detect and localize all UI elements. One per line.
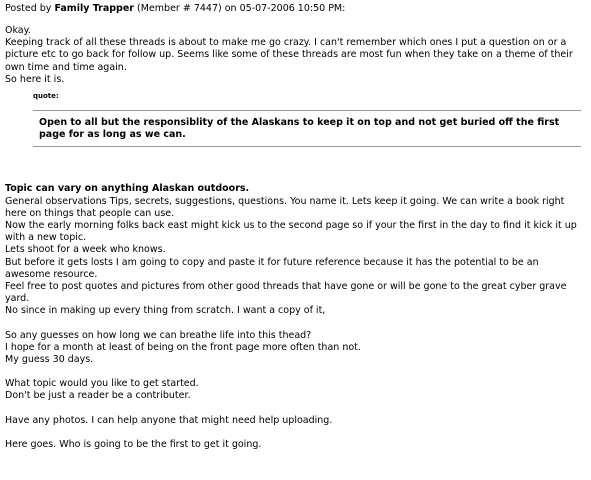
topic-section [5, 183, 585, 317]
spacer [5, 15, 585, 25]
spacer [5, 403, 585, 415]
topic-heading: Topic can vary on anything Alaskan outdoors. [5, 183, 250, 195]
guess-line: My guess 30 days. [5, 354, 94, 366]
topic-line: Feel free to post quotes and pictures from other good threads that have gone or will be gone to the great cyber grave yard. [5, 281, 567, 305]
forum-post [5, 3, 585, 451]
spacer [5, 318, 585, 330]
guess-line: I hope for a month at least of being on the front page more often than not. [5, 341, 361, 353]
intro-text [5, 25, 585, 86]
intro-line: Keeping track of all these threads is about to make me go crazy. I can't remember which ones I put a question on or a picture etc to go back for follow up. Seems like some of these threads are most fun when they take on a theme of their own time and time again. [5, 37, 573, 73]
guess-line: So any guesses on how long we can breathe life into this thead? [5, 329, 312, 341]
topic-line: No since in making up every thing from scratch. I want a copy of it, [5, 305, 326, 317]
quote-label: quote: [33, 92, 59, 101]
photos-line: Have any photos. I can help anyone that might need help uploading. [5, 414, 333, 426]
photos-section [5, 415, 585, 427]
closing-section [5, 439, 585, 451]
author-name: Family Trapper [54, 3, 134, 14]
intro-line: So here it is. [5, 73, 65, 85]
quote-block [33, 92, 581, 147]
start-line: What topic would you like to get started. [5, 378, 199, 390]
spacer [5, 366, 585, 378]
spacer [5, 427, 585, 439]
closing-line: Here goes. Who is going to be the first to get it going. [5, 438, 262, 450]
post-header [5, 3, 585, 15]
topic-line: Now the early morning folks back east might kick us to the second page so if your the first in the day to find it kick it up with a new topic. [5, 220, 577, 244]
quote-text: Open to all but the responsiblity of the Alaskans to keep it on top and not get buried off the first page for as long as we can. [39, 117, 560, 141]
member-info: (Member # 7447) on 05-07-2006 10:50 PM: [137, 3, 346, 14]
start-line: Don't be just a reader be a contributer. [5, 390, 191, 402]
guess-section [5, 330, 585, 367]
topic-line: Lets shoot for a week who knows. [5, 244, 166, 256]
topic-line: But before it gets losts I am going to copy and paste it for future reference because it has the potential to be an awesome resource. [5, 256, 539, 280]
topic-line: General observations Tips, secrets, suggestions, questions. You name it. Lets keep it going. We can write a book right here on things that people can use. [5, 195, 565, 219]
posted-by-label: Posted by [5, 3, 52, 14]
spacer [5, 147, 585, 183]
quote-box [33, 110, 581, 147]
intro-line: Okay. [5, 25, 31, 36]
start-section [5, 378, 585, 402]
